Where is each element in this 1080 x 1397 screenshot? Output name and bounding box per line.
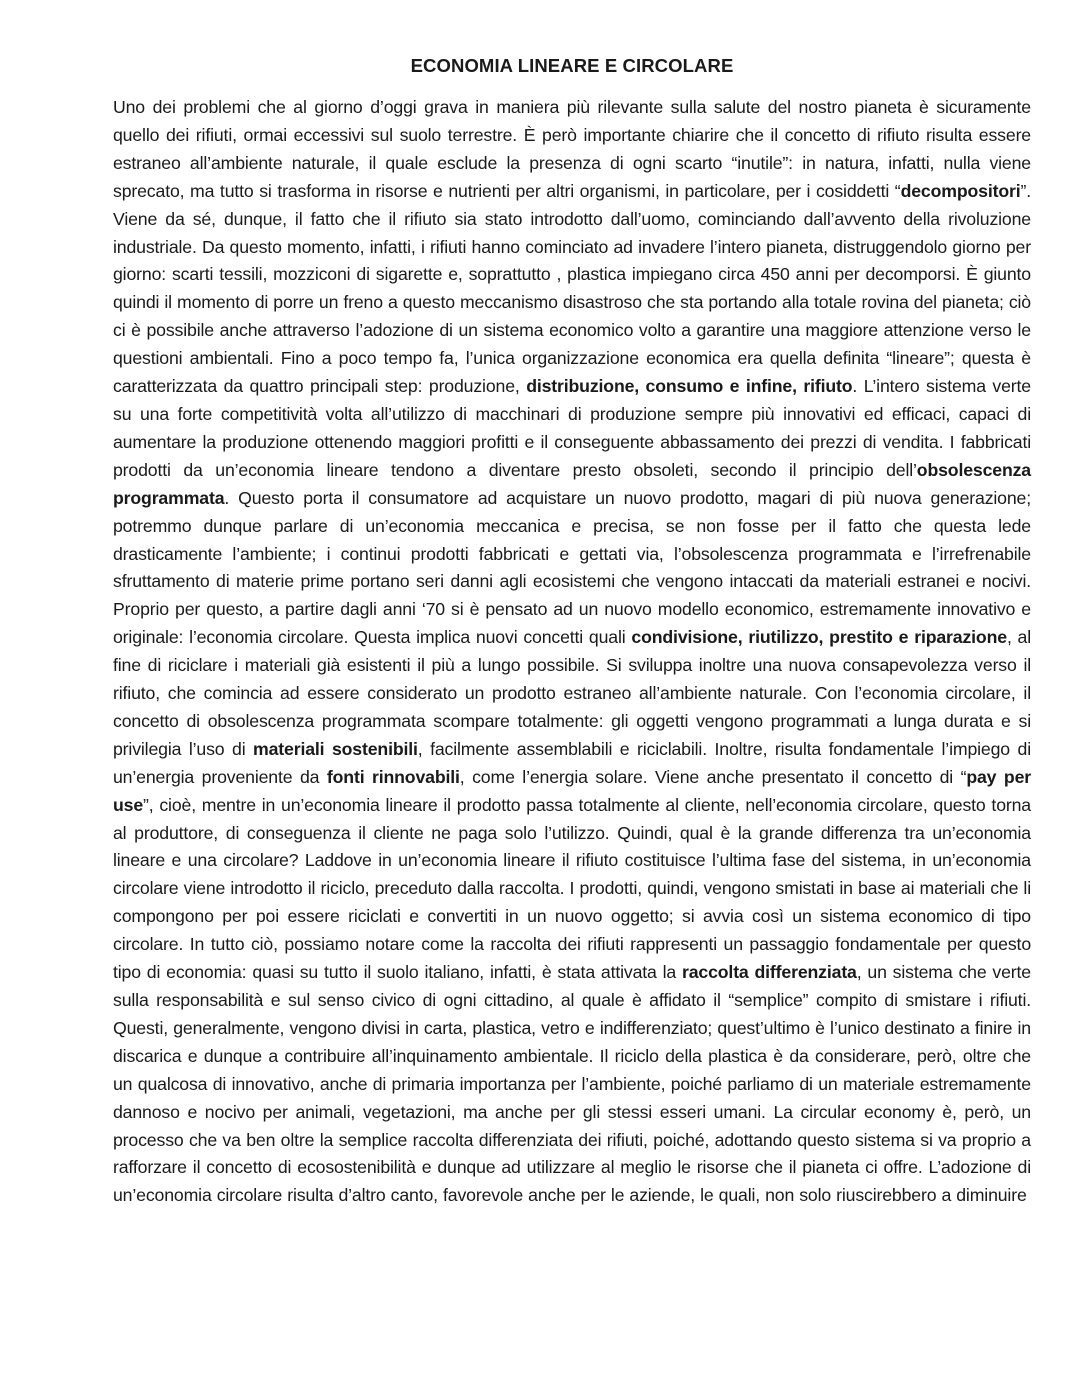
bold-term: obsolescenza programmata (113, 459, 1031, 508)
text-run: . L’intero sistema verte su una forte competitività volta all’utilizzo di macchinari di produzione sempre più innovativi ed efficaci, capaci di aumentare la produzione ottenendo maggiori profitti e il conseguente abbassamento dei prezzi di vendita. I fabbricati prodotti da un’economia lineare tendono a diventare presto obsoleti, secondo il principio dell’ (113, 376, 1031, 480)
bold-term: decompositori (900, 180, 1021, 201)
bold-term: distribuzione, consumo e infine, rifiuto (526, 376, 853, 397)
text-run: , un sistema che verte sulla responsabilità e sul senso civico di ogni cittadino, al quale è affidato il “semplice” compito di smistare i rifiuti. Questi, generalmente, vengono divisi in carta, plastica, vetro e indifferenziato; quest’ultimo è l’unico destinato a finire in discarica e dunque a contribuire all’inquinamento ambientale. Il riciclo della plastica è da considerare, però, oltre che un qualcosa di innovativo, anche di primaria importanza per l’ambiente, poiché parliamo di un materiale estremamente dannoso e nocivo per animali, vegetazioni, ma anche per gli stessi esseri umani. La circular economy è, però, un processo che va ben oltre la semplice raccolta differenziata dei rifiuti, poiché, adottando questo sistema si va proprio a rafforzare il concetto di ecosostenibilità e dunque ad utilizzare al meglio le risorse che il pianeta ci offre. L’adozione di un’economia circolare risulta d’altro canto, favorevole anche per le aziende, le quali, non solo riuscirebbero a diminuire (113, 962, 1031, 1206)
bold-term: raccolta differenziata (681, 962, 857, 983)
text-run: , come l’energia solare. Viene anche presentato il concetto di “ (459, 766, 967, 787)
text-run: . Questo porta il consumatore ad acquistare un nuovo prodotto, magari di più nuova generazione; potremmo dunque parlare di un’economia meccanica e precisa, se non fosse per il fatto che questa lede drasticamente l’ambiente; i continui prodotti fabbricati e gettati via, l’obsolescenza programmata e l’irrefrenabile sfruttamento di materie prime portano seri danni agli ecosistemi che vengono intaccati da materiali estranei e nocivi. Proprio per questo, a partire dagli anni ‘70 si è pensato ad un nuovo modello economico, estremamente innovativo e originale: l’economia circolare. Questa implica nuovi concetti quali (113, 487, 1031, 648)
bold-term: pay per use (113, 766, 1031, 815)
bold-term: materiali sostenibili (253, 738, 418, 759)
document-body-paragraph (113, 94, 1031, 1210)
text-run: , facilmente assemblabili e riciclabili. Inoltre, risulta fondamentale l’impiego di un’energia proveniente da (113, 738, 1031, 787)
document-title: ECONOMIA LINEARE E CIRCOLARE (410, 55, 734, 76)
document-page (113, 54, 1031, 1210)
text-run: ”, cioè, mentre in un’economia lineare il prodotto passa totalmente al cliente, nell’economia circolare, questo torna al produttore, di conseguenza il cliente ne paga solo l’utilizzo. Quindi, qual è la grande differenza tra un’economia lineare e una circolare? Laddove in un’economia lineare il rifiuto costituisce l’ultima fase del sistema, in un’economia circolare viene introdotto il riciclo, preceduto dalla raccolta. I prodotti, quindi, vengono smistati in base ai materiali che li compongono per poi essere riciclati e convertiti in un nuovo oggetto; si avvia così un sistema economico di tipo circolare. In tutto ciò, possiamo notare come la raccolta dei rifiuti rappresenti un passaggio fondamentale per questo tipo di economia: quasi su tutto il suolo italiano, infatti, è stata attivata la (113, 794, 1031, 983)
text-run: , al fine di riciclare i materiali già esistenti il più a lungo possibile. Si sviluppa inoltre una nuova consapevolezza verso il rifiuto, che comincia ad essere considerato un prodotto estraneo all’ambiente naturale. Con l’economia circolare, il concetto di obsolescenza programmata scompare totalmente: gli oggetti vengono programmati a lunga durata e si privilegia l’uso di (113, 627, 1032, 759)
text-run: ”. Viene da sé, dunque, il fatto che il rifiuto sia stato introdotto dall’uomo, cominciando dall’avvento della rivoluzione industriale. Da questo momento, infatti, i rifiuti hanno cominciato ad invadere l’intero pianeta, distruggendolo giorno per giorno: scarti tessili, mozziconi di sigarette e, soprattutto , plastica impiegano circa 450 anni per decomporsi. È giunto quindi il momento di porre un freno a questo meccanismo disastroso che sta portando alla totale rovina del pianeta; ciò ci è possibile anche attraverso l’adozione di un sistema economico volto a garantire una maggiore attenzione verso le questioni ambientali. Fino a poco tempo fa, l’unica organizzazione economica era quella definita “lineare”; questa è caratterizzata da quattro principali step: produzione, (113, 180, 1031, 397)
bold-term: condivisione, riutilizzo, prestito e riparazione (631, 627, 1007, 648)
text-run: Uno dei problemi che al giorno d’oggi grava in maniera più rilevante sulla salute del nostro pianeta è sicuramente quello dei rifiuti, ormai eccessivi sul suolo terrestre. È però importante chiarire che il concetto di rifiuto risulta essere estraneo all’ambiente naturale, il quale esclude la presenza di ogni scarto “inutile”: in natura, infatti, nulla viene sprecato, ma tutto si trasforma in risorse e nutrienti per altri organismi, in particolare, per i cosiddetti “ (113, 97, 1031, 201)
bold-term: fonti rinnovabili (326, 766, 460, 787)
